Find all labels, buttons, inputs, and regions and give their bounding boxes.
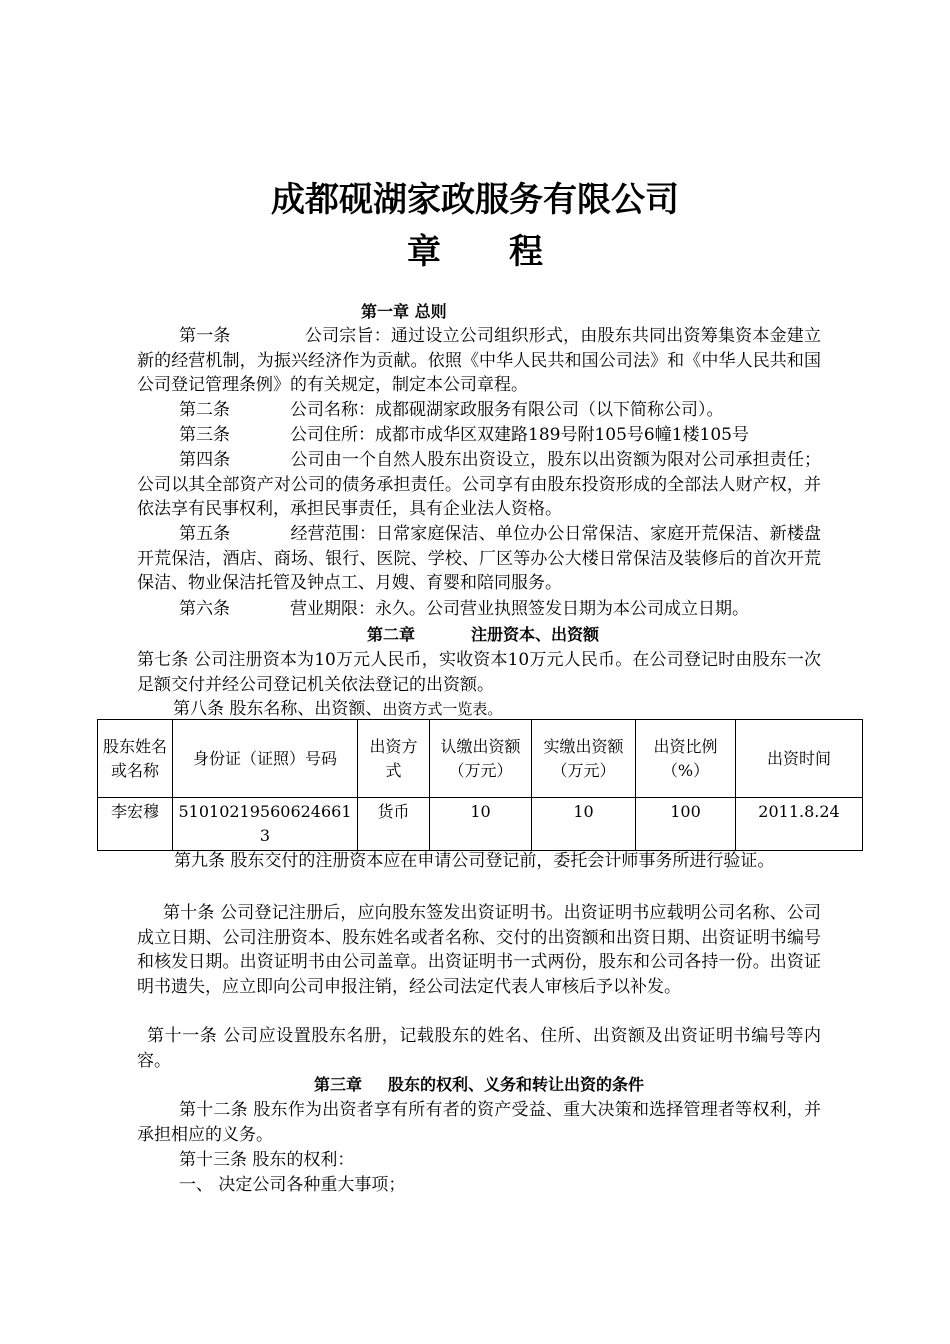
article-2-text: 公司名称：成都砚湖家政服务有限公司（以下简称公司）。: [290, 400, 724, 420]
article-13-item-1: 一、 决定公司各种重大事项；: [179, 1175, 406, 1195]
chapter-3-number: 第三章: [314, 1075, 363, 1094]
article-8-text-small: 出资方式一览表。: [382, 700, 503, 718]
chapter-2-title: 注册资本、出资额: [471, 625, 600, 644]
shareholder-table: [97, 719, 863, 851]
chapter-3-heading: [314, 1074, 644, 1096]
article-5: [137, 522, 821, 596]
article-5-text: 经营范围：日常家庭保洁、单位办公日常保洁、家庭开荒保洁、新楼盘开荒保洁，酒店、商场、银行、医院、学校、厂区等办公大楼日常保洁及装修后的首次开荒保洁、物业保洁托管及钟点工、月嫂、育婴和陪同服务。: [137, 524, 822, 593]
article-3: [137, 423, 821, 448]
article-4-label: 第四条: [179, 450, 231, 470]
table-row: [98, 798, 863, 851]
article-7: 第七条 公司注册资本为10万元人民币，实收资本10万元人民币。在公司登记时由股东一次足额交付并经公司登记机关依法登记的出资额。: [137, 650, 821, 695]
header-id-number: 身份证（证照）号码: [173, 720, 358, 798]
cell-paid-amount: 10: [532, 798, 636, 851]
header-paid-amount: 实缴出资额（万元）: [532, 720, 636, 798]
article-4-text: 公司由一个自然人股东出资设立，股东以出资额为限对公司承担责任；公司以其全部资产对公司的债务承担责任。公司享有由股东投资形成的全部法人财产权，并依法享有民事权利，承担民事责任，具有企业法人资格。: [137, 450, 822, 519]
article-11: 第十一条 公司应设置股东名册，记载股东的姓名、住所、出资额及出资证明书编号等内容。: [137, 1026, 821, 1071]
article-13: 第十三条 股东的权利：: [179, 1150, 355, 1170]
article-3-text: 公司住所：成都市成华区双建路189号附105号6幢1楼105号: [290, 425, 749, 445]
article-8-text: 第八条 股东名称、出资额、: [173, 699, 383, 719]
chapter-2-number: 第二章: [367, 625, 416, 644]
article-6-label: 第六条: [179, 599, 230, 619]
article-1: [137, 324, 821, 398]
article-12: 第十二条 股东作为出资者享有所有者的资产受益、重大决策和选择管理者等权利，并承担相应的义务。: [137, 1100, 821, 1145]
chapter-2-heading: [367, 624, 599, 646]
article-6-text: 营业期限：永久。公司营业执照签发日期为本公司成立日期。: [290, 599, 749, 619]
article-5-label: 第五条: [179, 524, 231, 544]
cell-contribution-ratio: 100: [636, 798, 736, 851]
article-10: 第十条 公司登记注册后，应向股东签发出资证明书。出资证明书应载明公司名称、公司成立日期、公司注册资本、股东姓名或者名称、交付的出资额和出资日期、出资证明书编号和核发日期。出资证明书由公司盖章。出资证明书一式两份，股东和公司各持一份。出资证明书遗失，应立即向公司申报注销，经公司法定代表人审核后予以补发。: [137, 903, 821, 997]
cell-id-number: 510102195606246613: [173, 798, 358, 851]
header-contribution-method: 出资方式: [358, 720, 430, 798]
header-contribution-ratio: 出资比例（%）: [636, 720, 736, 798]
article-1-text: 公司宗旨：通过设立公司组织形式，由股东共同出资筹集资本金建立新的经营机制，为振兴经济作为贡献。依照《中华人民共和国公司法》和《中华人民共和国公司登记管理条例》的有关规定，制定本公司章程。: [137, 326, 822, 395]
chapter-1-heading: 第一章 总则: [361, 302, 447, 321]
chapter-3-title: 股东的权利、义务和转让出资的条件: [388, 1075, 645, 1094]
document-subtitle: 章 程: [407, 232, 543, 272]
header-shareholder-name: 股东姓名或名称: [98, 720, 173, 798]
header-contribution-date: 出资时间: [736, 720, 863, 798]
table-header-row: [98, 720, 863, 798]
article-2-label: 第二条: [179, 400, 230, 420]
article-4: [137, 448, 821, 522]
header-subscribed-amount: 认缴出资额（万元）: [430, 720, 532, 798]
article-6: [137, 597, 821, 622]
article-8: [173, 697, 857, 722]
company-title: 成都砚湖家政服务有限公司: [271, 180, 679, 220]
article-9: 第九条 股东交付的注册资本应在申请公司登记前，委托会计师事务所进行验证。: [174, 851, 775, 871]
cell-subscribed-amount: 10: [430, 798, 532, 851]
article-2: [137, 398, 821, 423]
cell-shareholder-name: 李宏穆: [98, 798, 173, 851]
cell-contribution-method: 货币: [358, 798, 430, 851]
article-1-label: 第一条: [179, 326, 231, 346]
article-3-label: 第三条: [179, 425, 230, 445]
cell-contribution-date: 2011.8.24: [736, 798, 863, 851]
